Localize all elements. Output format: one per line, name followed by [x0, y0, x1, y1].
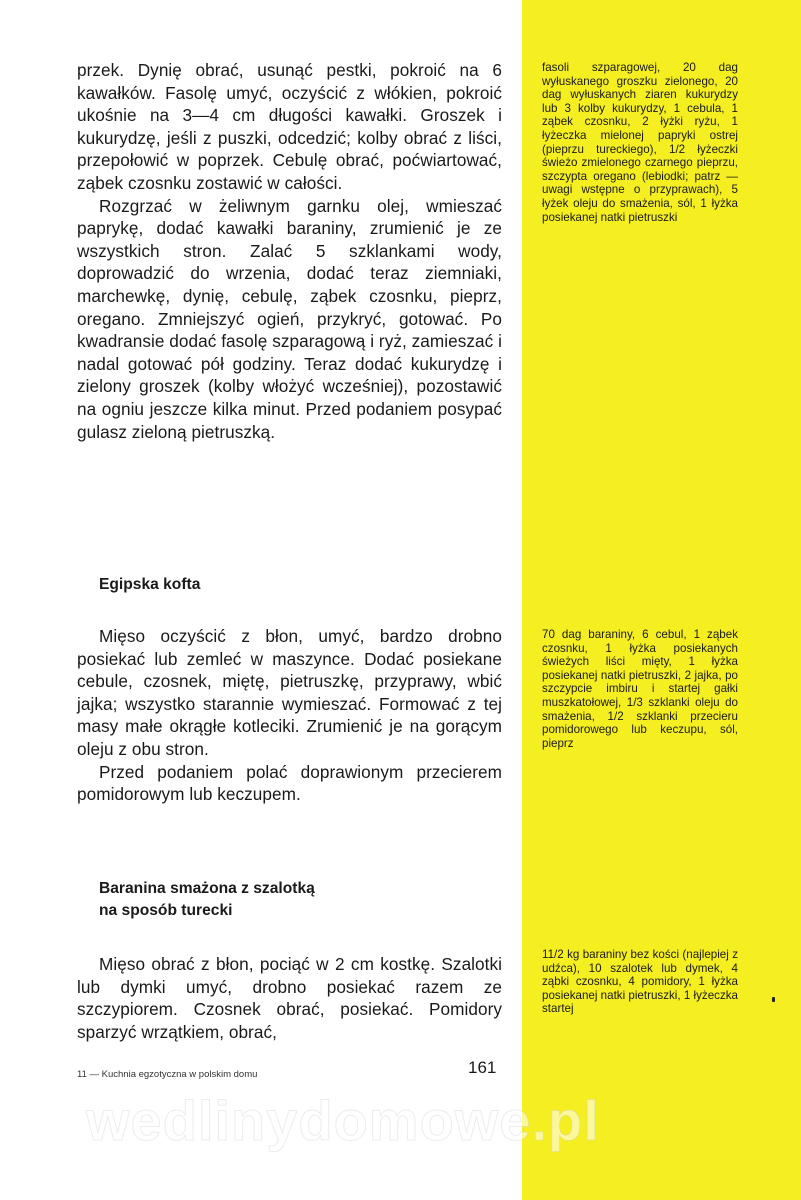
recipe-continuation-text — [77, 59, 502, 443]
recipe-title: Egipska kofta — [99, 576, 201, 593]
paragraph: Mięso obrać z błon, pociąć w 2 cm kostkę. Szalotki lub dymki umyć, drobno posiekać razem ze szczypiorem. Czosnek obrać, posiekać. Pomidory sparzyć wrzątkiem, obrać, — [77, 954, 502, 1042]
page-number: 161 — [468, 1058, 497, 1077]
ingredients-list: 11/2 kg baraniny bez kości (najlepiej z udźca), 10 szalotek lub dymek, 4 ząbki czosnku, 4 pomidory, 1 łyżka posiekanej natki pietruszki, 1 łyżeczka startej — [542, 948, 738, 1016]
ingredients-list: 70 dag baraniny, 6 cebul, 1 ząbek czosnku, 1 łyżka posiekanych świeżych liści mięty, 1 łyżka posiekanej natki pietruszki, 2 jajka, po szczypcie imbiru i startej gałki muszkatołowej, 1/3 szklanki oleju do smażenia, 1/2 szklanki przecieru pomidorowego lub keczupu, sól, pieprz — [542, 628, 738, 750]
running-title: 11 — Kuchnia egzotyczna w polskim domu — [77, 1069, 258, 1080]
paragraph: Mięso oczyścić z błon, umyć, bardzo drobno posiekać lub zemleć w maszynce. Dodać posiekane cebule, czosnek, miętę, pietruszkę, przyprawy, wbić jajka; wszystko starannie wymieszać. Formować z tej masy małe okrągłe kotleciki. Zrumienić je na gorącym oleju z obu stron. — [77, 626, 502, 759]
recipe-title-line: Baranina smażona z szalotką — [99, 880, 315, 897]
ingredients-list: fasoli szparagowej, 20 dag wyłuskanego groszku zielonego, 20 dag wyłuskanych ziaren kukurydzy lub 3 kolby kukurydzy, 1 cebula, 1 ząbek czosnku, 2 łyżki ryżu, 1 łyżeczka mielonej papryki ostrej (pieprzu tureckiego), 1/2 łyżeczki świeżo zmielonego czarnego pieprzu, szczypta oregano (lebiodki; patrz — uwagi wstępne o przyprawach), 5 łyżek oleju do smażenia, sól, 1 łyżka posiekanej natki pietruszki — [542, 61, 738, 224]
paragraph: Przed podaniem polać doprawionym przecierem pomidorowym lub keczupem. — [77, 761, 502, 805]
paragraph: przek. Dynię obrać, usunąć pestki, pokroić na 6 kawałków. Fasolę umyć, oczyścić z włókien, pokroić ukośnie na 3—4 cm długości kawałki. Groszek i kukurydzę, jeśli z puszki, odcedzić; kolby obrać z liści, przepołowić w poprzek. Cebulę obrać, poćwiartować, ząbek czosnku zostawić w całości. — [77, 60, 502, 193]
print-speck — [772, 997, 775, 1002]
recipe-instructions — [77, 625, 502, 806]
recipe-title — [99, 878, 509, 922]
recipe-title-line: na sposób turecki — [99, 902, 233, 919]
recipe-instructions — [77, 953, 502, 1043]
watermark: wedlinydomowe.pl — [86, 1089, 600, 1152]
paragraph: Rozgrzać w żeliwnym garnku olej, wmieszać paprykę, dodać kawałki baraniny, zrumienić je ze wszystkich stron. Zalać 5 szklankami wody, doprowadzić do wrzenia, dodać teraz ziemniaki, marchewkę, dynię, cebulę, ząbek czosnku, pieprz, oregano. Zmniejszyć ogień, przykryć, gotować. Po kwadransie dodać fasolę szparagową i ryż, zamieszać i nadal gotować pół godziny. Teraz dodać kukurydzę i zielony groszek (kolby włożyć wcześniej), pozostawić na ogniu jeszcze kilka minut. Przed podaniem posypać gulasz zieloną pietruszką. — [77, 195, 502, 442]
